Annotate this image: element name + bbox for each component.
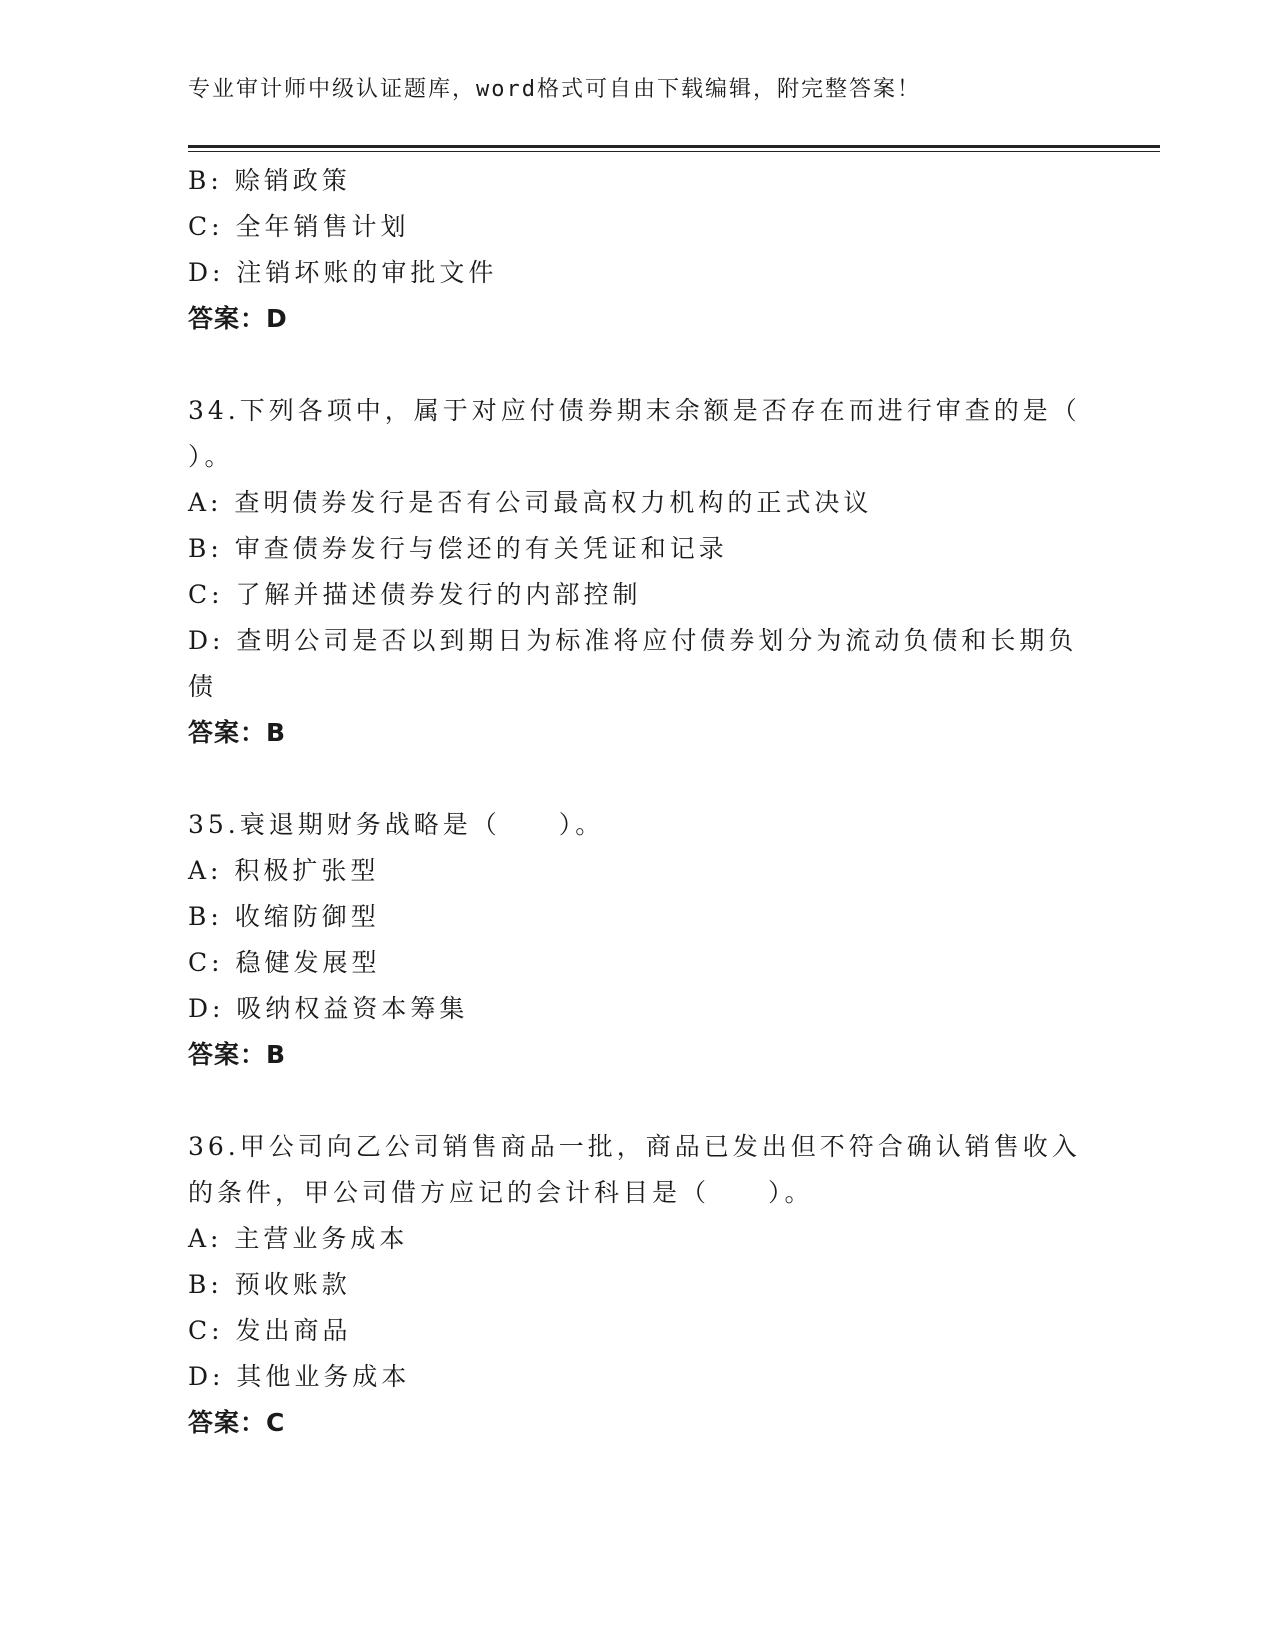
question-34 bbox=[188, 388, 1088, 756]
question-list bbox=[188, 158, 1088, 1446]
option-b: B: 赊销政策 bbox=[188, 166, 351, 195]
option-c: C: 发出商品 bbox=[188, 1316, 352, 1345]
answer: 答案：C bbox=[188, 1408, 286, 1437]
header-rule-thick bbox=[188, 145, 1160, 148]
option-a: A: 积极扩张型 bbox=[188, 856, 380, 885]
option-c: C: 稳健发展型 bbox=[188, 948, 381, 977]
option-a: A: 查明债券发行是否有公司最高权力机构的正式决议 bbox=[188, 488, 873, 517]
option-d-cont: 债 bbox=[188, 672, 218, 701]
option-a: A: 主营业务成本 bbox=[188, 1224, 409, 1253]
question-stem-cont: 的条件，甲公司借方应记的会计科目是（ ）。 bbox=[188, 1178, 814, 1207]
option-b: B: 收缩防御型 bbox=[188, 902, 380, 931]
option-b: B: 预收账款 bbox=[188, 1270, 351, 1299]
question-stem: 36.甲公司向乙公司销售商品一批，商品已发出但不符合确认销售收入 bbox=[188, 1132, 1081, 1161]
option-d: D: 查明公司是否以到期日为标准将应付债券划分为流动负债和长期负 bbox=[188, 626, 1078, 655]
question-stem: 34.下列各项中，属于对应付债券期末余额是否存在而进行审查的是（ bbox=[188, 396, 1081, 425]
option-d: D: 其他业务成本 bbox=[188, 1362, 411, 1391]
answer: 答案：B bbox=[188, 718, 287, 747]
page-header: 专业审计师中级认证题库，word格式可自由下载编辑，附完整答案！ bbox=[188, 77, 921, 102]
option-b: B: 审查债券发行与偿还的有关凭证和记录 bbox=[188, 534, 728, 563]
question-36 bbox=[188, 1124, 1088, 1446]
question-stem: 35.衰退期财务战略是（ ）。 bbox=[188, 810, 605, 839]
answer: 答案：D bbox=[188, 304, 288, 333]
question-stem-cont: ）。 bbox=[188, 442, 234, 471]
option-c: C: 了解并描述债券发行的内部控制 bbox=[188, 580, 642, 609]
question-35 bbox=[188, 802, 1088, 1078]
question-33-continued bbox=[188, 158, 1088, 342]
option-d: D: 注销坏账的审批文件 bbox=[188, 258, 498, 287]
header-rule-thin bbox=[188, 151, 1160, 152]
option-d: D: 吸纳权益资本筹集 bbox=[188, 994, 469, 1023]
answer: 答案：B bbox=[188, 1040, 287, 1069]
option-c: C: 全年销售计划 bbox=[188, 212, 410, 241]
